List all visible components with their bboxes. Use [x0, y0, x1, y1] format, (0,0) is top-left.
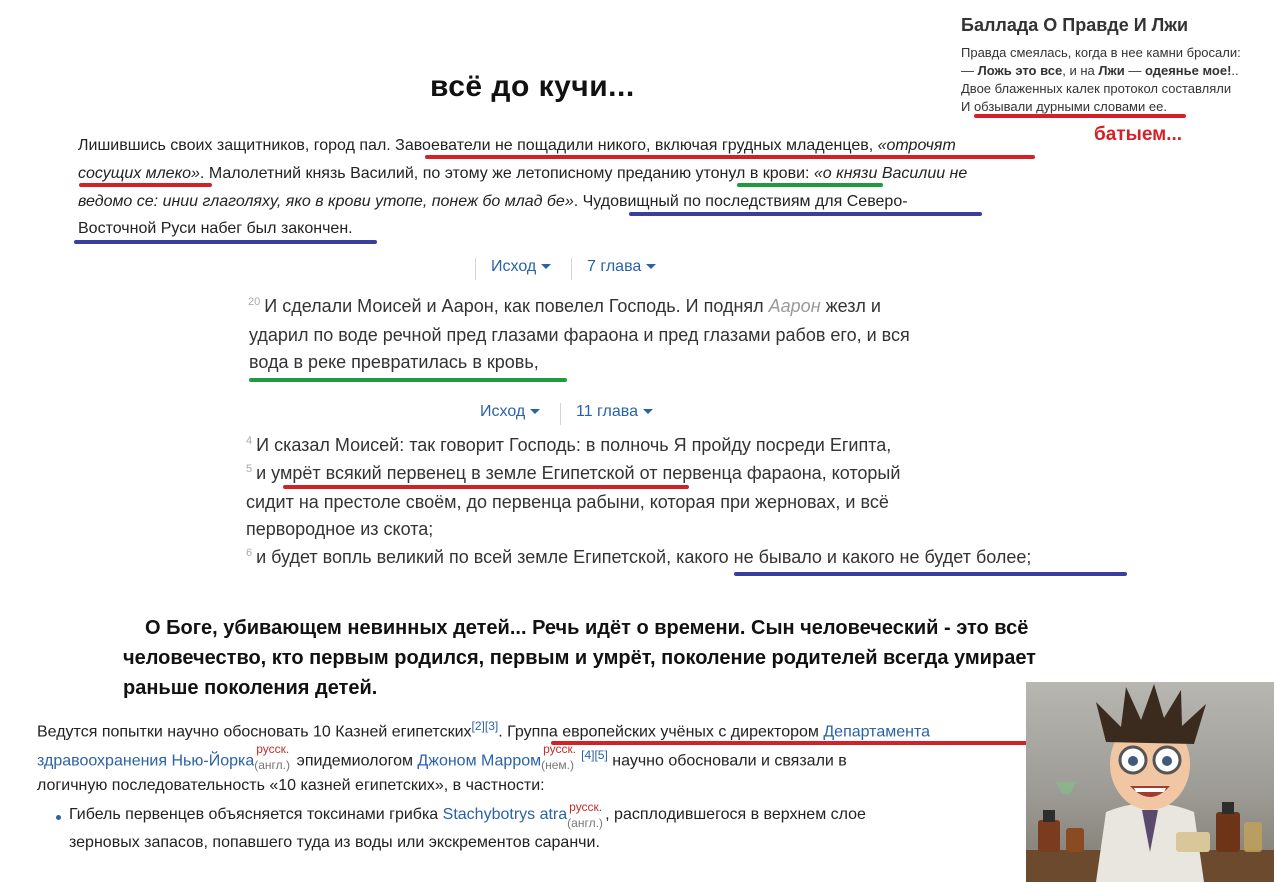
link-john-marr[interactable]: Джоном Марром — [417, 752, 542, 770]
chapter-nav-11 — [464, 403, 674, 427]
verse-5-line-2: сидит на престоле своём, до первенца рабыни, которая при жерновах, и всё — [246, 492, 889, 512]
funnel — [1056, 782, 1076, 794]
wiki-line-1: Ведутся попытки научно обосновать 10 Казней египетских[2][3]. Группа европейских учёных с директором Департамента — [37, 719, 930, 741]
chapter-nav-7 — [475, 258, 675, 282]
teeth — [1134, 788, 1166, 792]
verse-4: $^4$ И сказал Моисей: так говорит Господь: в полночь Я пройду посреди Египта, — [246, 435, 892, 455]
eye-left — [1128, 756, 1138, 766]
verse-5-line-3: первородное из скота; — [246, 519, 434, 539]
eye-right — [1162, 756, 1172, 766]
underline-history-2 — [79, 183, 212, 187]
history-line-4: Восточной Руси набег был закончен. — [78, 220, 353, 237]
wiki-line-3: логичную последовательность «10 казней египетских», в частности: — [37, 777, 545, 794]
chevron-down-icon — [643, 409, 653, 414]
history-line-1: Лишившись своих защитников, город пал. Завоеватели не пощадили никого, включая грудных младенцев, «отрочят — [78, 137, 956, 154]
chevron-down-icon — [541, 264, 551, 269]
caption-batyem: батыем... — [1094, 124, 1183, 145]
verse-5-line-1: $^5$ и умрёт всякий первенец в земле Египетской от первенца фараона, который — [246, 463, 901, 483]
chapter-dropdown-11[interactable]: 11 глава — [576, 403, 653, 421]
nav-separator — [475, 258, 476, 280]
underline-history-3 — [629, 212, 982, 216]
chapter-dropdown-7[interactable]: 7 глава — [587, 258, 656, 276]
bottle-small — [1066, 828, 1084, 852]
wiki-bullet-line-1: Гибель первенцев объясняется токсинами грибка Stachybotrys atra русск. (англ.) , расплодившегося в верхнем слое — [69, 800, 866, 830]
underline-history-1 — [425, 155, 1035, 159]
chevron-down-icon — [530, 409, 540, 414]
nav-separator — [560, 403, 561, 425]
lang-annotation[interactable]: русск. (англ.) — [567, 800, 603, 830]
underline-blood-river — [249, 378, 567, 382]
commentary-line-2: человечество, кто первым родился, первым и умрёт, поколение родителей всегда умирает — [123, 647, 1036, 669]
citation-link[interactable]: [4][5] — [581, 748, 608, 762]
history-line-2: сосущих млеко». Малолетний князь Василий, по этому же летописному преданию утонул в крови: «о князи Василии не — [78, 165, 968, 182]
underline-firstborn — [283, 485, 689, 489]
book-dropdown-exodus[interactable]: Исход — [480, 403, 540, 421]
hair — [1096, 684, 1206, 744]
link-department[interactable]: Департамента — [823, 723, 930, 741]
main-heading: всё до кучи... — [430, 70, 635, 103]
history-line-3: ведомо се: инии глаголяху, яко в крови утопе, понеж бо млад бе». Чудовищный по последствиям для Северо- — [78, 193, 908, 210]
nav-separator — [571, 258, 572, 280]
ballad-title: Баллада О Правде И Лжи — [961, 15, 1189, 35]
wiki-bullet-line-2: зерновых запасов, попавшего туда из воды или экскрементов саранчи. — [69, 834, 600, 851]
commentary-line-1: О Боге, убивающем невинных детей... Речь идёт о времени. Сын человеческий - это всё — [145, 617, 1029, 639]
photo-kid-scientist — [1026, 682, 1274, 882]
lang-annotation[interactable]: русск. (нем.) — [541, 742, 577, 772]
link-nyc-health[interactable]: здравоохранения Нью-Йорка — [37, 752, 255, 770]
underline-scientists — [551, 741, 1049, 745]
ballad-underline — [974, 114, 1186, 118]
wiki-line-2: здравоохранения Нью-Йорка русск. (англ.) эпидемиологом Джоном Марром русск. (нем.) [4][5] научно обосновали и связали в — [37, 742, 847, 772]
flask — [1244, 822, 1262, 852]
citation-link[interactable]: [2][3] — [471, 719, 499, 733]
verse-20-line-1: $^{20}$ И сделали Моисей и Аарон, как повелел Господь. И поднял Аарон жезл и — [248, 296, 881, 316]
underline-never-was — [734, 572, 1127, 576]
box — [1176, 832, 1210, 852]
link-stachybotrys[interactable]: Stachybotrys atra — [442, 806, 568, 823]
ballad-line-1: Правда смеялась, когда в нее камни бросали: — [961, 45, 1241, 60]
verse-20-line-3: вода в реке превратилась в кровь, — [249, 352, 539, 372]
book-dropdown-exodus[interactable]: Исход — [491, 258, 551, 276]
ballad-line-3: Двое блаженных калек протокол составляли — [961, 81, 1232, 96]
bottle-right — [1216, 812, 1240, 852]
photo-illustration — [1026, 682, 1274, 882]
verse-20-line-2: ударил по воде речной пред глазами фараона и пред глазами рабов его, и вся — [249, 325, 910, 345]
chevron-down-icon — [646, 264, 656, 269]
commentary-line-3: раньше поколения детей. — [123, 677, 378, 699]
underline-history-4 — [74, 240, 377, 244]
ballad-line-2: — Ложь это все, и на Лжи — одеянье мое!.. — [961, 63, 1239, 78]
bullet-icon — [56, 815, 61, 820]
verse-6: $^6$ и будет вопль великий по всей земле Египетской, какого не бывало и какого не будет более; — [246, 547, 1032, 567]
bottle-cap — [1043, 810, 1055, 822]
underline-history-drowned — [737, 183, 883, 187]
bottle-left — [1038, 820, 1060, 852]
ballad-line-4: И обзывали дурными словами ее. — [961, 99, 1167, 114]
lang-annotation[interactable]: русск. (англ.) — [254, 742, 290, 772]
bottle-cap — [1222, 802, 1234, 814]
